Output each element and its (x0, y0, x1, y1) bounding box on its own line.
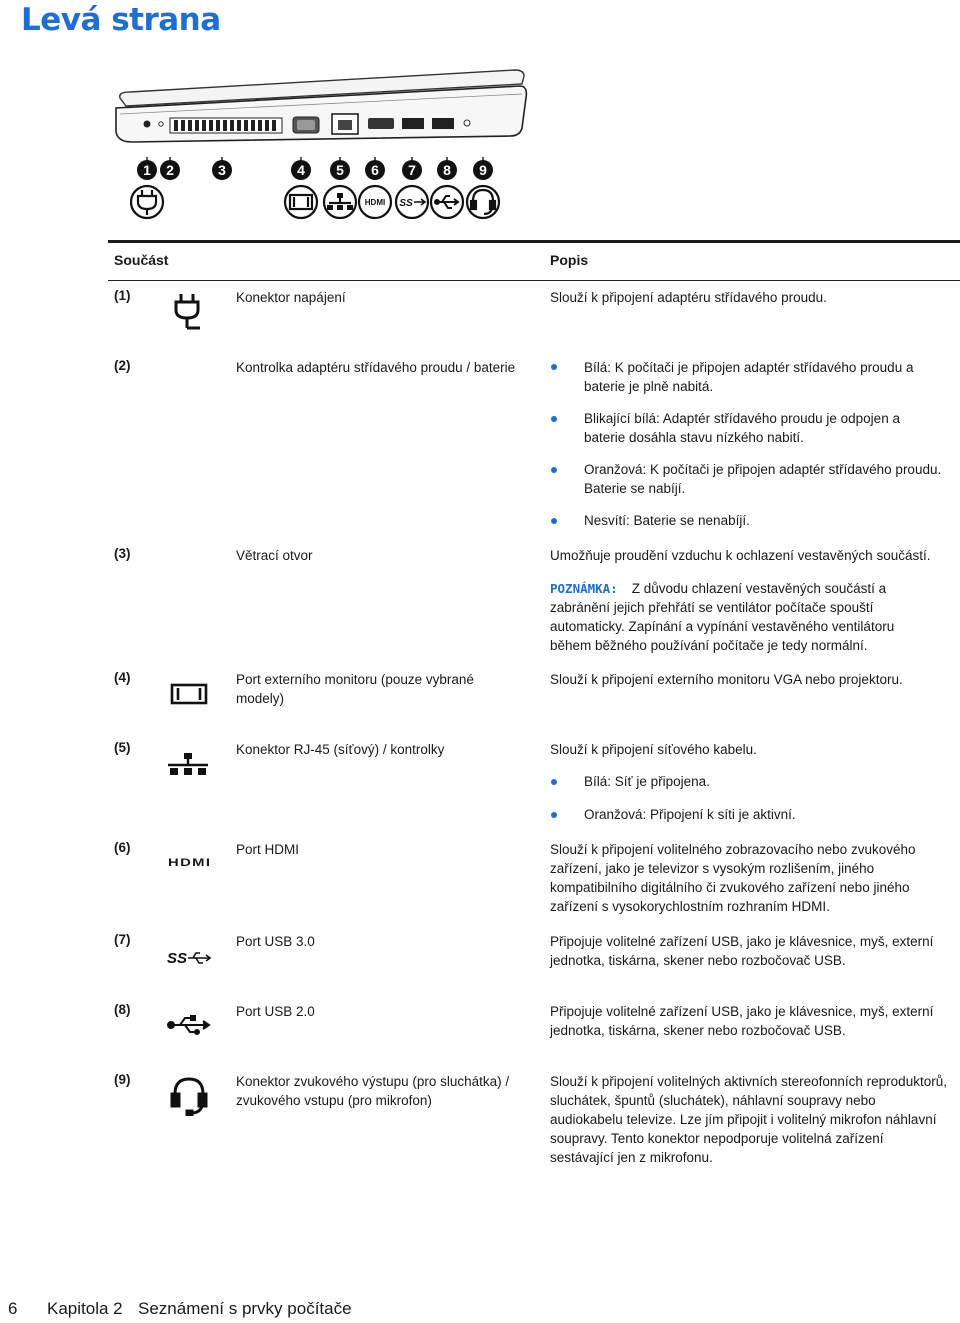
bullet-dot (551, 467, 557, 473)
row-number: (8) (114, 1002, 131, 1017)
component-name: Konektor zvukového výstupu (pro sluchátka) / zvukového vstupu (pro mikrofon) (236, 1074, 510, 1108)
callout-badges (130, 157, 510, 229)
network-icon (166, 752, 210, 778)
component-description: Připojuje volitelné zařízení USB, jako je klávesnice, myš, externí jednotka, tiskárna, skener nebo rozbočovač USB. (550, 934, 934, 968)
usb-icon (431, 186, 463, 218)
description-bullet: Blikající bílá: Adaptér střídavého proudu je odpojen a baterie dosáhla stavu nízkého nabití. (584, 411, 900, 445)
component-name: Port HDMI (236, 842, 300, 857)
component-description: Slouží k připojení adaptéru střídavého proudu. (550, 290, 827, 305)
bullet-dot (551, 416, 557, 422)
row-number: (6) (114, 840, 131, 855)
chapter-label: Kapitola 2 (47, 1299, 123, 1318)
svg-text:8: 8 (443, 162, 451, 178)
power-plug-icon (131, 186, 163, 218)
callout-badge-2 (160, 160, 180, 180)
row-number: (2) (114, 358, 131, 373)
bullet-dot (551, 518, 557, 524)
callout-badge-6 (365, 160, 385, 180)
component-name: Konektor napájení (236, 290, 346, 305)
callout-badge-5 (330, 160, 350, 180)
hdmi-icon (359, 186, 391, 218)
description-bullet: Nesvítí: Baterie se nenabíjí. (584, 513, 750, 528)
network-icon (324, 186, 356, 218)
bullet-dot (551, 364, 557, 370)
component-name: Port USB 2.0 (236, 1004, 315, 1019)
row-number: (9) (114, 1072, 131, 1087)
callout-badge-3 (212, 160, 232, 180)
power-connector (144, 121, 151, 128)
component-description: Slouží k připojení externího monitoru VGA nebo projektoru. (550, 672, 903, 687)
vga-monitor-icon (170, 683, 208, 705)
power-plug-icon (172, 292, 202, 332)
headset-icon (467, 186, 499, 218)
component-description: Slouží k připojení volitelných aktivních stereofonních reproduktorů, sluchátek, špuntů (sluchátek), náhlavní soupravy nebo audiokabelu televize. Lze jím připojit i volitelný mikrofon náhlavní soupravy. Tento konektor nepodporuje volitelná zařízení sestávající jen z mikrofonu. (550, 1074, 947, 1165)
hdmi-port (368, 118, 394, 129)
row-number: (3) (114, 546, 131, 561)
component-name: Port USB 3.0 (236, 934, 315, 949)
component-description: Umožňuje proudění vzduchu k ochlazení vestavěných součástí. (550, 548, 931, 563)
callout-badge-7 (402, 160, 422, 180)
usb3-icon (166, 948, 212, 968)
description-bullet: Oranžová: Připojení k síti je aktivní. (584, 807, 796, 822)
usb3-icon (396, 186, 428, 218)
svg-text:SS: SS (399, 198, 413, 209)
description-bullet: Bílá: Síť je připojena. (584, 774, 710, 789)
chapter-title: Seznámení s prvky počítače (138, 1299, 352, 1318)
svg-text:5: 5 (336, 162, 344, 178)
hdmi-icon: HDMI (168, 857, 212, 869)
description-bullet: Bílá: K počítači je připojen adaptér střídavého proudu a baterie je plně nabitá. (584, 360, 914, 394)
svg-text:6: 6 (371, 162, 379, 178)
callout-badge-8 (437, 160, 457, 180)
bullet-dot (551, 779, 557, 785)
table-top-rule (108, 240, 960, 243)
note-label: POZNÁMKA: (550, 581, 618, 596)
component-name: Kontrolka adaptéru střídavého proudu / baterie (236, 360, 516, 375)
component-name: Port externího monitoru (pouze vybrané modely) (236, 672, 474, 706)
component-name: Konektor RJ-45 (síťový) / kontrolky (236, 742, 445, 757)
svg-text:9: 9 (479, 162, 487, 178)
svg-text:7: 7 (408, 162, 416, 178)
component-description: Připojuje volitelné zařízení USB, jako je klávesnice, myš, externí jednotka, tiskárna, skener nebo rozbočovač USB. (550, 1004, 934, 1038)
page-number: 6 (8, 1299, 18, 1318)
bullet-dot (551, 812, 557, 818)
svg-text:2: 2 (166, 162, 174, 178)
note-text: Z důvodu chlazení vestavěných součástí a zabránění jejich přehřátí se ventilátor počítače spouští automaticky. Zapínání a vypínání vestavěného ventilátoru během běžného používání počítače je tedy normální. (550, 581, 895, 653)
usb-icon (166, 1014, 212, 1036)
usb3-port (402, 118, 424, 129)
column-header-description: Popis (550, 252, 589, 268)
svg-text:4: 4 (297, 162, 305, 178)
vent (170, 118, 282, 133)
table-header-rule (108, 280, 960, 281)
row-number: (5) (114, 740, 131, 755)
page-title: Levá strana (21, 2, 221, 38)
vga-monitor-icon (285, 186, 317, 218)
column-header-component: Součást (114, 252, 169, 268)
note-block (550, 579, 910, 655)
component-description: Slouží k připojení síťového kabelu. (550, 742, 757, 757)
callout-badge-9 (473, 160, 493, 180)
description-bullet: Oranžová: K počítači je připojen adaptér střídavého proudu. Baterie se nabíjí. (584, 462, 942, 496)
svg-text:SS: SS (167, 950, 188, 967)
usb2-port (432, 118, 454, 129)
laptop-left-side-illustration (110, 62, 530, 152)
headset-icon (170, 1076, 208, 1116)
row-number: (7) (114, 932, 131, 947)
row-number: (1) (114, 288, 131, 303)
callout-badge-4 (291, 160, 311, 180)
callout-badge-1 (137, 160, 157, 180)
component-description: Slouží k připojení volitelného zobrazovacího nebo zvukového zařízení, jako je televizor s vysokým rozlišením, jiného kompatibilního digitálního či zvukového zařízení nebo jiného zařízení s vysokorychlostním rozhraním HDMI. (550, 842, 916, 914)
svg-text:HDMI: HDMI (364, 198, 386, 207)
row-number: (4) (114, 670, 131, 685)
svg-text:3: 3 (218, 162, 226, 178)
component-name: Větrací otvor (236, 548, 313, 563)
svg-text:1: 1 (143, 162, 151, 178)
